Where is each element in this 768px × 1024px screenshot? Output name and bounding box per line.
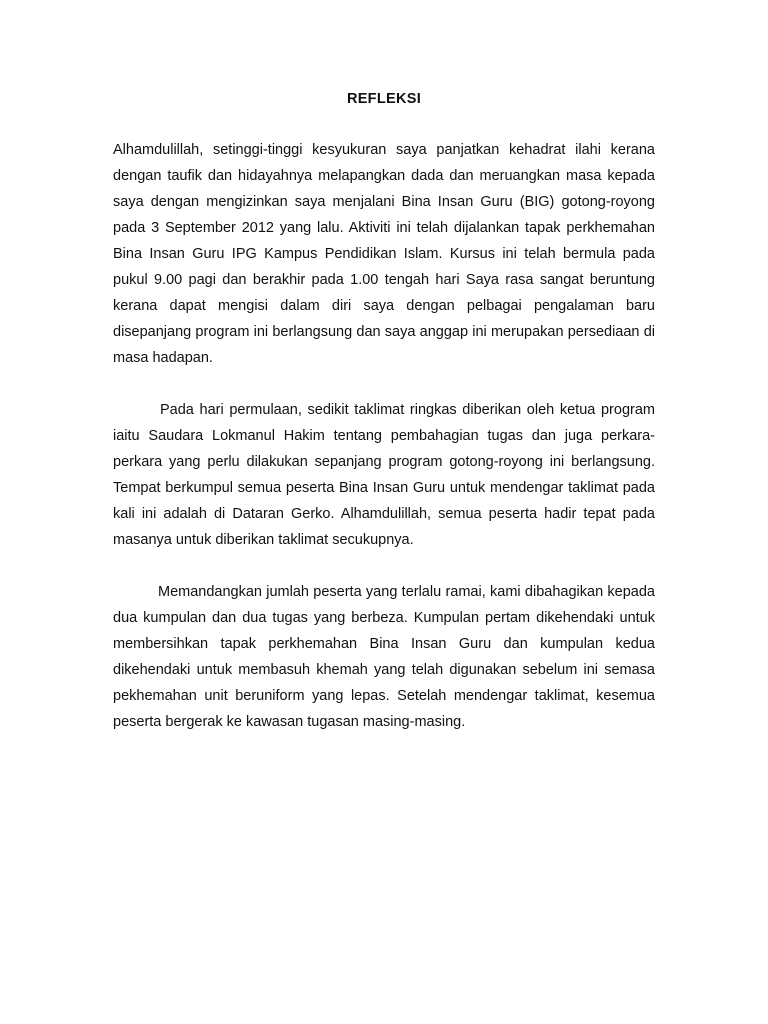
paragraph-2: Pada hari permulaan, sedikit taklimat ringkas diberikan oleh ketua program iaitu Saudara Lokmanul Hakim tentang pembahagian tugas dan juga perkara-perkara yang perlu dilakukan sepanjang program gotong-royong ini berlangsung. Tempat berkumpul semua peserta Bina Insan Guru untuk mendengar taklimat pada kali ini adalah di Dataran Gerko. Alhamdulillah, semua peserta hadir tepat pada masanya untuk diberikan taklimat secukupnya. (113, 402, 655, 548)
document-title: REFLEKSI (346, 91, 422, 107)
paragraph-1: Alhamdulillah, setinggi-tinggi kesyukuran saya panjatkan kehadrat ilahi kerana dengan taufik dan hidayahnya melapangkan dada dan meruangkan masa kepada saya dengan mengizinkan saya menjalani Bina Insan Guru (BIG) gotong-royong pada 3 September 2012 yang lalu. Aktiviti ini telah dijalankan tapak perkhemahan Bina Insan Guru IPG Kampus Pendidikan Islam. Kursus ini telah bermula pada pukul 9.00 pagi dan berakhir pada 1.00 tengah hari Saya rasa sangat beruntung kerana dapat mengisi dalam diri saya dengan pelbagai pengalaman baru disepanjang program ini berlangsung dan saya anggap ini merupakan persediaan di masa hadapan. (113, 142, 655, 366)
paragraph-3: Memandangkan jumlah peserta yang terlalu ramai, kami dibahagikan kepada dua kumpulan dan dua tugas yang berbeza. Kumpulan pertam dikehendaki untuk membersihkan tapak perkhemahan Bina Insan Guru dan kumpulan kedua dikehendaki untuk membasuh khemah yang telah digunakan sebelum ini semasa pekhemahan unit beruniform yang lepas. Setelah mendengar taklimat, kesemua peserta bergerak ke kawasan tugasan masing-masing. (113, 584, 655, 730)
